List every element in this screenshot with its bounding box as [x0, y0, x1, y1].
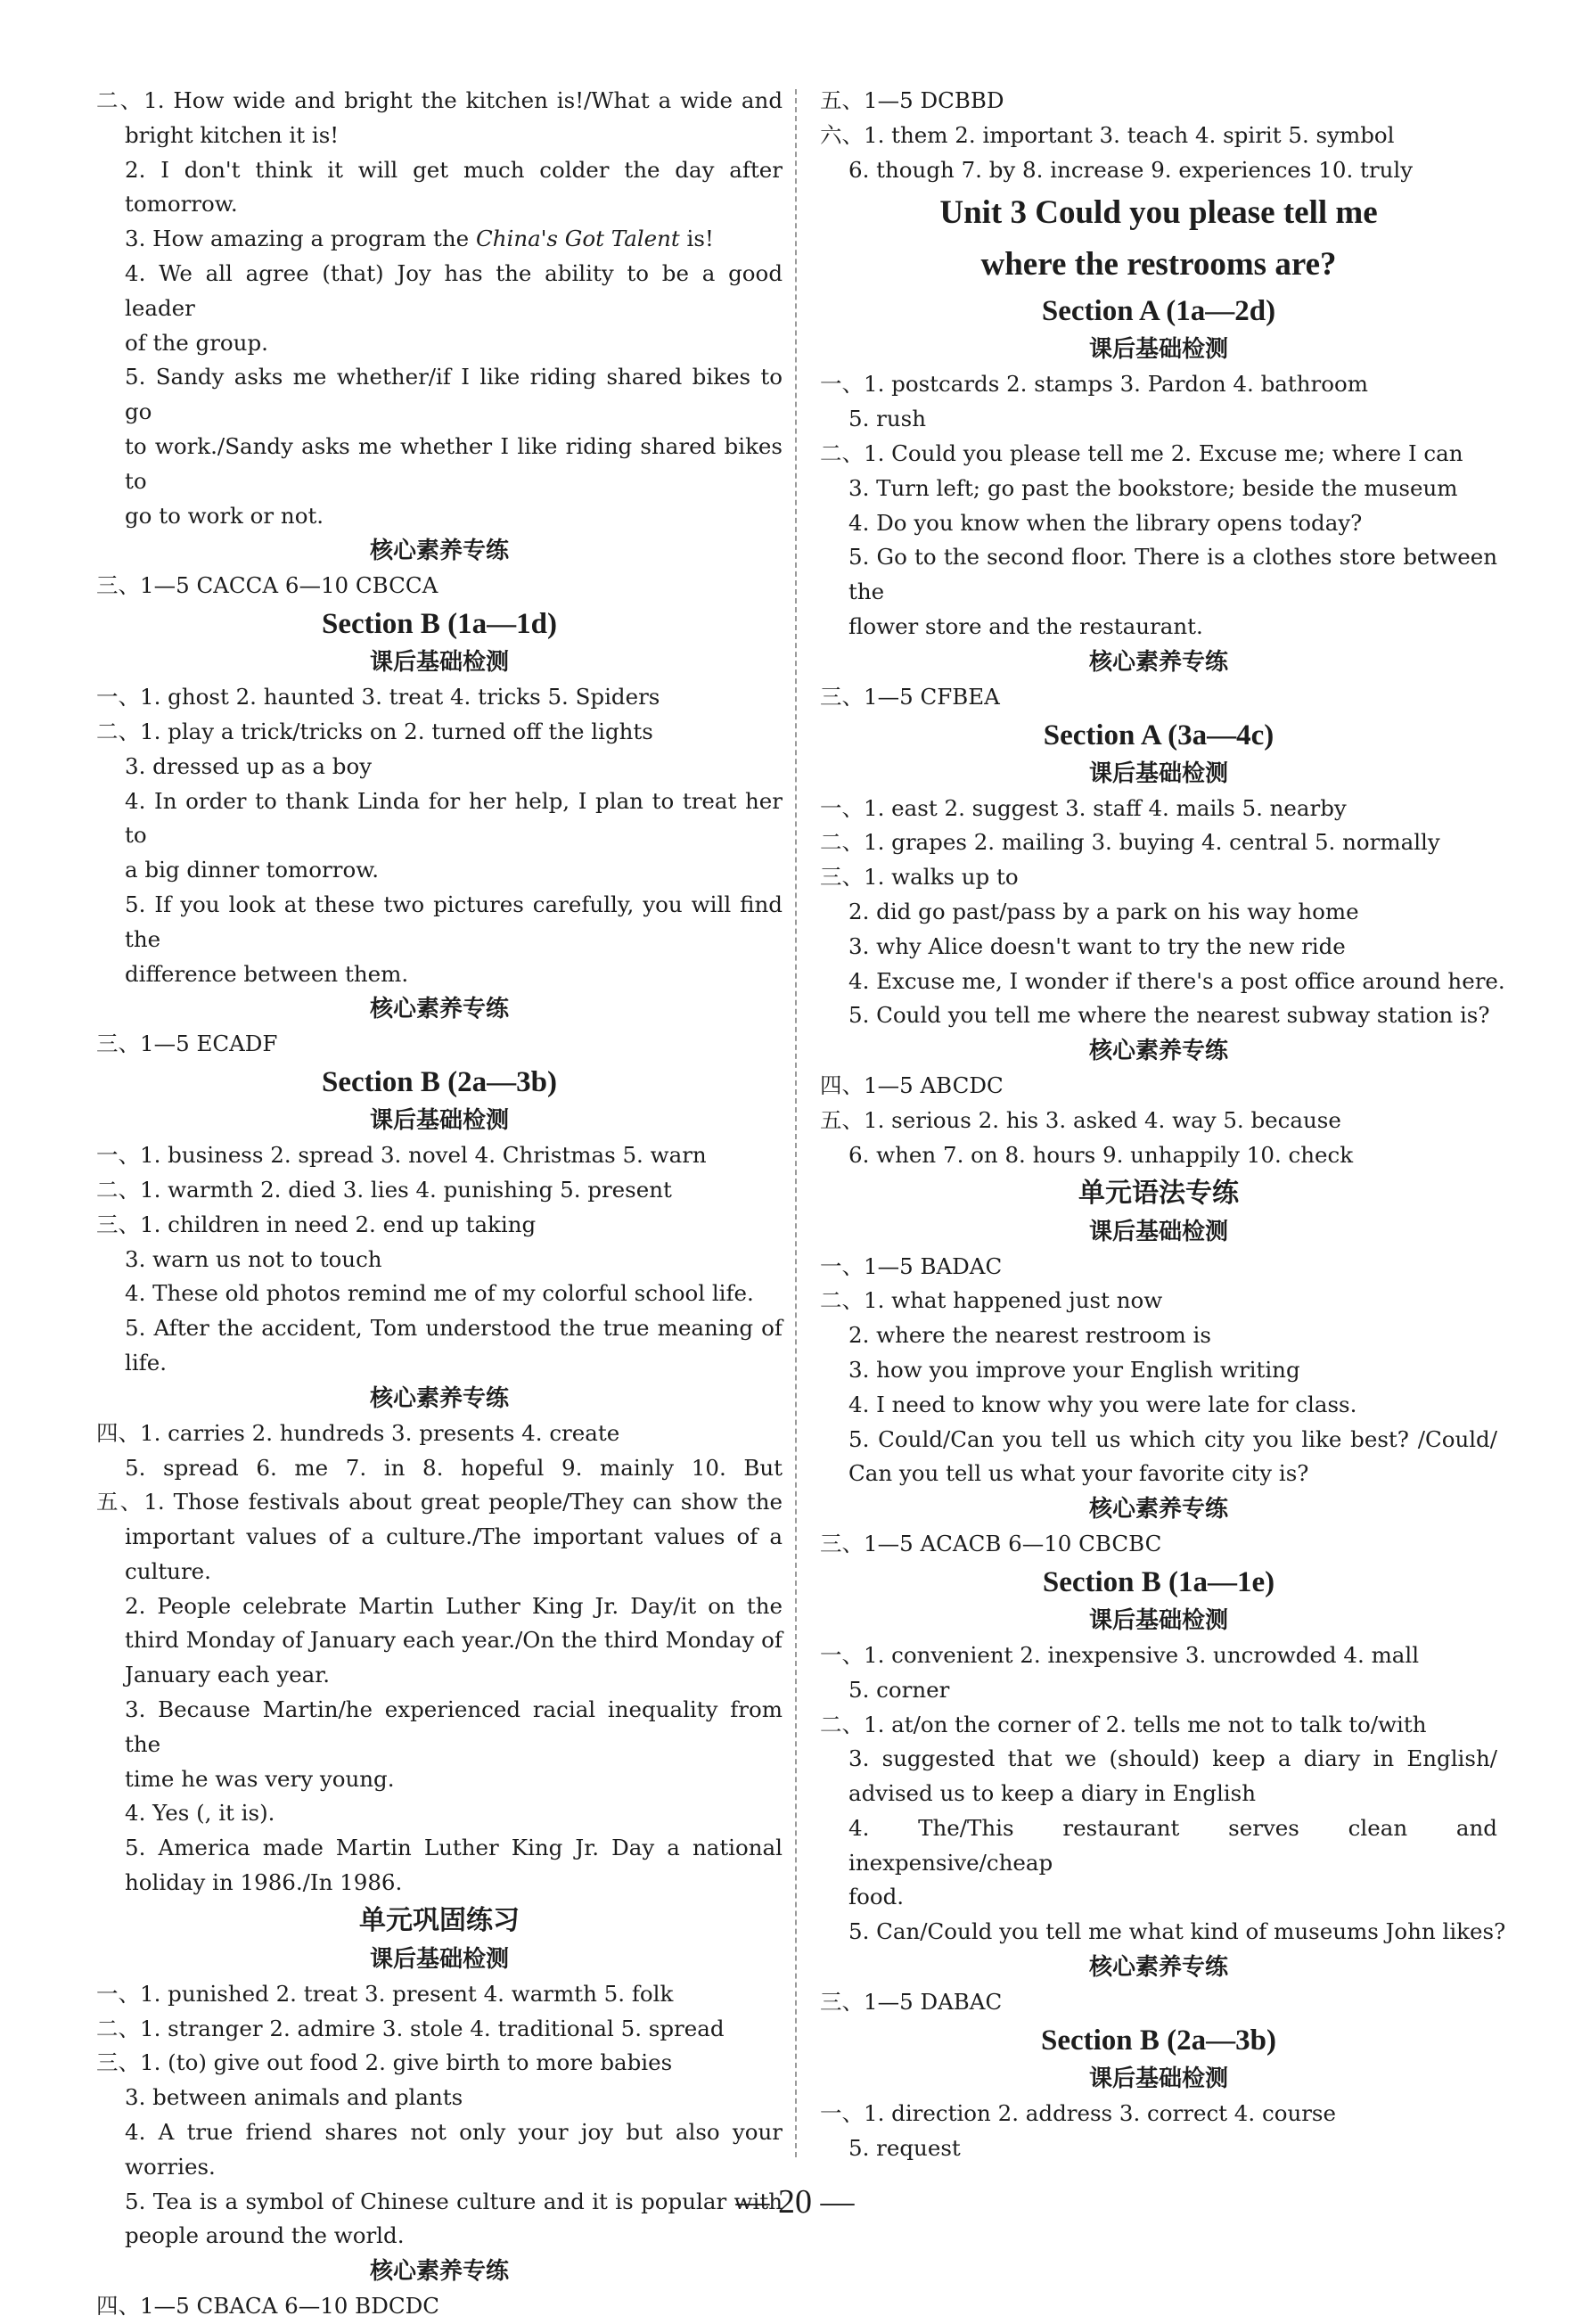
answer-line: 二、1. warmth 2. died 3. lies 4. punishing 5. present — [96, 1176, 672, 1203]
answer-line: 2. People celebrate Martin Luther King Jr. Day/it on the — [125, 1592, 783, 1619]
answer-line: 二、1. what happened just now — [820, 1287, 1163, 1314]
answer-line: January each year. — [125, 1662, 331, 1688]
answer-line: 4. I need to know why you were late for class. — [848, 1391, 1357, 1417]
answer-line: third Monday of January each year./On the third Monday of — [125, 1627, 783, 1654]
answer-line: worries. — [125, 2153, 216, 2180]
answer-line: 四、1—5 CBACA 6—10 BDCDC — [96, 2293, 439, 2320]
answer-line: to work./Sandy asks me whether I like riding shared bikes to — [125, 432, 783, 494]
grammar-heading: 单元语法专练 — [1078, 1177, 1239, 1209]
answer-line — [96, 222, 783, 257]
answer-line: life. — [125, 1349, 168, 1376]
answer-line: 5. Could/Can you tell us which city you like best? /Could/ — [848, 1425, 1497, 1452]
answer-line: 4. Excuse me, I wonder if there's a post office around here. — [848, 967, 1505, 994]
answer-line: 一、1—5 BADAC — [820, 1252, 1003, 1279]
answer-line: 5. Go to the second floor. There is a clothes store between the — [848, 544, 1497, 605]
answer-line: 5. Can/Could you tell me what kind of museums John likes? — [848, 1918, 1506, 1945]
program-title: China's Got Talent — [475, 226, 680, 252]
subheading: 核心素养专练 — [369, 1384, 509, 1412]
section-heading: Section B (2a—3b) — [322, 1066, 557, 1099]
subheading: 核心素养专练 — [369, 538, 509, 565]
answer-line: 5. request — [848, 2134, 961, 2161]
answer-line: 2. where the nearest restroom is — [848, 1322, 1211, 1349]
answer-line: 5. America made Martin Luther King Jr. Day a national — [125, 1835, 783, 1861]
section-heading: Section B (1a—1d) — [322, 608, 557, 641]
answer-line: 3. Because Martin/he experienced racial inequality from the — [125, 1696, 783, 1757]
answer-line: 四、1—5 ABCDC — [820, 1072, 1004, 1099]
answer-line: bright kitchen it is! — [125, 121, 340, 148]
answer-text: is! — [679, 226, 714, 252]
left-column — [96, 84, 783, 2324]
answer-line: Can you tell us what your favorite city is? — [848, 1460, 1309, 1487]
answer-line: 三、1. children in need 2. end up taking — [96, 1211, 537, 1237]
answer-line: 五、1. Those festivals about great people/They can show the — [96, 1489, 783, 1515]
subheading: 课后基础检测 — [369, 1107, 509, 1135]
subheading: 核心素养专练 — [1088, 1496, 1228, 1523]
subheading: 课后基础检测 — [1088, 1218, 1228, 1245]
subheading: 课后基础检测 — [1088, 2065, 1228, 2092]
answer-line: go to work or not. — [125, 502, 324, 529]
answer-line: 5. Could you tell me where the nearest subway station is? — [848, 1002, 1490, 1029]
answer-line: people around the world. — [125, 2222, 405, 2249]
answer-line: 5. If you look at these two pictures carefully, you will find the — [125, 891, 783, 952]
column-divider — [795, 89, 797, 2157]
answer-line: 二、1. play a trick/tricks on 2. turned off the lights — [96, 718, 653, 744]
answer-line: 4. In order to thank Linda for her help, I plan to treat her to — [125, 787, 783, 849]
answer-line: 3. how you improve your English writing — [848, 1356, 1300, 1383]
subheading: 核心素养专练 — [369, 996, 509, 1023]
right-column — [820, 84, 1506, 2165]
answer-line: 一、1. business 2. spread 3. novel 4. Christmas 5. warn — [96, 1142, 707, 1169]
answer-text: 3. How amazing a program the — [125, 226, 476, 252]
subheading: 课后基础检测 — [369, 649, 509, 677]
answer-line: culture. — [125, 1557, 211, 1584]
answer-line: 3. dressed up as a boy — [125, 752, 373, 779]
subheading: 核心素养专练 — [1088, 648, 1228, 676]
section-heading: Section A (3a—4c) — [1043, 719, 1274, 751]
answer-line: 五、1. serious 2. his 3. asked 4. way 5. because — [820, 1106, 1341, 1133]
answer-line: 三、1. walks up to — [820, 864, 1019, 891]
unit-title-line2: where the restrooms are? — [980, 246, 1337, 283]
answer-line: 5. corner — [848, 1676, 950, 1703]
answer-line: 二、1. How wide and bright the kitchen is!/What a wide and — [96, 87, 783, 113]
answer-line: 4. We all agree (that) Joy has the ability to be a good leader — [125, 259, 783, 321]
answer-line: of the group. — [125, 329, 268, 356]
section-heading: Section B (1a—1e) — [1042, 1565, 1275, 1598]
answer-line: 3. suggested that we (should) keep a diary in English/ — [848, 1745, 1497, 1772]
answer-line: 6. when 7. on 8. hours 9. unhappily 10. check — [848, 1141, 1354, 1168]
answer-line: 二、1. at/on the corner of 2. tells me not to talk to/with — [820, 1711, 1427, 1737]
answer-line: 六、1. them 2. important 3. teach 4. spirit 5. symbol — [820, 121, 1395, 148]
answer-line: 2. did go past/pass by a park on his way home — [848, 898, 1359, 924]
answer-line: advised us to keep a diary in English — [848, 1780, 1256, 1807]
answer-line: 一、1. east 2. suggest 3. staff 4. mails 5. nearby — [820, 794, 1347, 821]
answer-line: tomorrow. — [125, 191, 238, 218]
subheading: 核心素养专练 — [1088, 1954, 1228, 1982]
answer-line: 6. though 7. by 8. increase 9. experiences 10. truly — [848, 156, 1414, 183]
answer-line: 4. The/This restaurant serves clean and inexpensive/cheap — [848, 1814, 1497, 1876]
answer-line: 5. After the accident, Tom understood the true meaning of — [125, 1315, 783, 1342]
answer-line: food. — [848, 1884, 905, 1910]
answer-line: 3. between animals and plants — [125, 2084, 463, 2111]
answer-line: 一、1. direction 2. address 3. correct 4. course — [820, 2099, 1337, 2126]
subheading: 核心素养专练 — [369, 2258, 509, 2286]
subheading: 课后基础检测 — [1088, 1606, 1228, 1634]
subheading: 课后基础检测 — [1088, 336, 1228, 364]
answer-line: holiday in 1986./In 1986. — [125, 1869, 403, 1896]
answer-line: 三、1—5 CACCA 6—10 CBCCA — [96, 572, 438, 599]
answer-line: 4. Yes (, it is). — [125, 1800, 275, 1827]
answer-line: 四、1. carries 2. hundreds 3. presents 4. create — [96, 1419, 620, 1446]
answer-line: flower store and the restaurant. — [848, 612, 1203, 639]
answer-line: 5. Sandy asks me whether/if I like riding shared bikes to go — [125, 364, 783, 425]
answer-line: 一、1. ghost 2. haunted 3. treat 4. tricks 5. Spiders — [96, 684, 660, 710]
answer-line: 4. Do you know when the library opens today? — [848, 509, 1363, 536]
answer-line: 2. I don't think it will get much colder the day after — [125, 156, 783, 183]
answer-line: 三、1—5 ACACB 6—10 CBCBC — [820, 1531, 1162, 1557]
unit-review-heading: 单元巩固练习 — [359, 1904, 520, 1936]
answer-line: 二、1. Could you please tell me 2. Excuse me; where I can — [820, 439, 1463, 466]
page-number: — 20 — — [735, 2183, 855, 2221]
unit-title: Unit 3 Could you please tell me — [939, 194, 1378, 232]
answer-line: 5. rush — [848, 406, 927, 432]
answer-line: 三、1—5 CFBEA — [820, 683, 1000, 710]
answer-line: 二、1. grapes 2. mailing 3. buying 4. central 5. normally — [820, 829, 1440, 856]
answer-line: 一、1. convenient 2. inexpensive 3. uncrowded 4. mall — [820, 1641, 1420, 1668]
answer-line: a big dinner tomorrow. — [125, 857, 380, 883]
answer-line: 一、1. punished 2. treat 3. present 4. warmth 5. folk — [96, 1980, 674, 2007]
section-heading: Section A (1a—2d) — [1041, 295, 1276, 328]
answer-line: 3. why Alice doesn't want to try the new ride — [848, 932, 1346, 959]
subheading: 课后基础检测 — [369, 1945, 509, 1973]
answer-line: 三、1. (to) give out food 2. give birth to more babies — [96, 2049, 673, 2076]
answer-line: 一、1. postcards 2. stamps 3. Pardon 4. bathroom — [820, 371, 1368, 398]
answer-line: 4. A true friend shares not only your joy but also your — [125, 2119, 783, 2146]
section-heading: Section B (2a—3b) — [1041, 2024, 1276, 2057]
answer-line: 5. Tea is a symbol of Chinese culture and it is popular with — [125, 2188, 783, 2214]
answer-line: 5. spread 6. me 7. in 8. hopeful 9. mainly 10. But — [125, 1454, 783, 1481]
answer-line: 五、1—5 DCBBD — [820, 87, 1004, 113]
subheading: 核心素养专练 — [1088, 1038, 1228, 1065]
answer-line: 3. Turn left; go past the bookstore; beside the museum — [848, 474, 1458, 501]
answer-line: 三、1—5 DABAC — [820, 1989, 1003, 2016]
answer-line: difference between them. — [125, 960, 409, 987]
subheading: 课后基础检测 — [1088, 760, 1228, 787]
answer-line: 3. warn us not to touch — [125, 1245, 382, 1272]
answer-line: 三、1—5 ECADF — [96, 1031, 278, 1057]
answer-line: important values of a culture./The important values of a — [125, 1523, 783, 1550]
answer-line: 4. These old photos remind me of my colorful school life. — [125, 1280, 754, 1307]
answer-line: time he was very young. — [125, 1765, 395, 1792]
answer-line: 二、1. stranger 2. admire 3. stole 4. traditional 5. spread — [96, 2015, 725, 2041]
